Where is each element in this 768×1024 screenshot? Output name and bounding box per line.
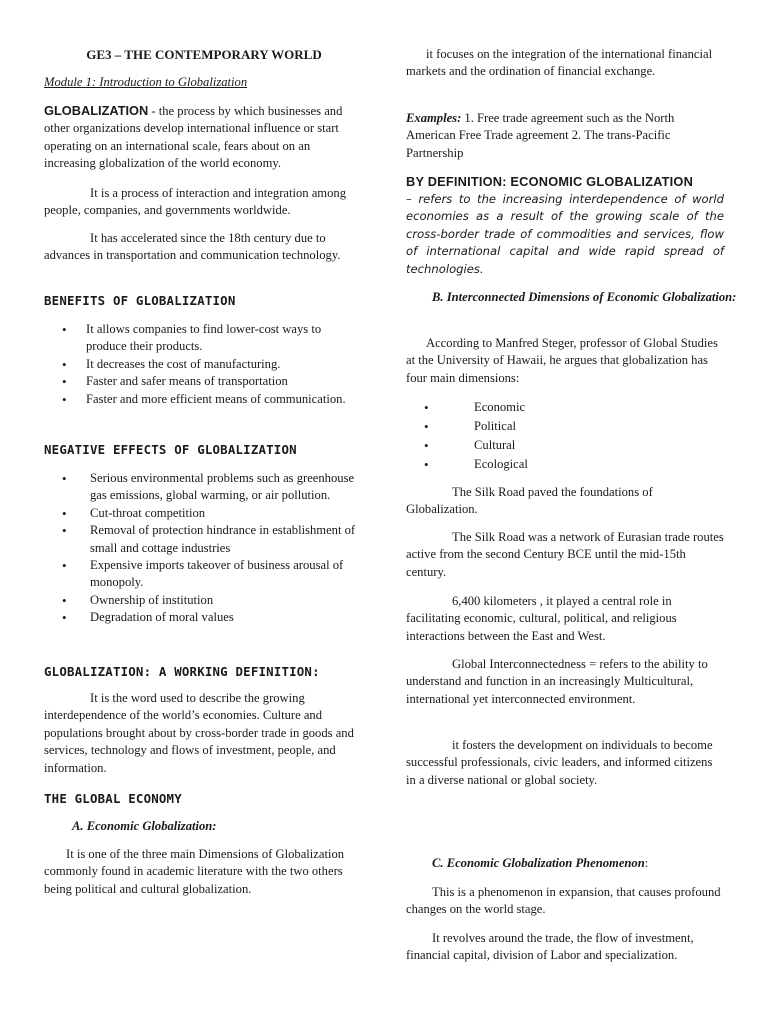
negative-effects-list xyxy=(44,470,356,627)
dimensions-list xyxy=(406,398,706,474)
list-item: • Expensive imports takeover of business arousal of monopoly. xyxy=(44,557,356,592)
subheading-interconnected-dimensions: B. Interconnected Dimensions of Economic Globalization: xyxy=(432,290,737,304)
negative-effects-heading: NEGATIVE EFFECTS OF GLOBALIZATION xyxy=(44,442,297,457)
globalization-term: GLOBALIZATION xyxy=(44,103,149,118)
subheading-phenomenon xyxy=(432,855,648,872)
list-item: • Serious environmental problems such as greenhouse gas emissions, global warming, or air pollution. xyxy=(44,470,356,505)
silk-road-paragraph-1: The Silk Road paved the foundations of Globalization. xyxy=(406,485,653,517)
globalization-definition xyxy=(44,102,364,173)
subheading-phenomenon-colon: : xyxy=(644,856,649,870)
silk-road-paragraph-2: The Silk Road was a network of Eurasian trade routes active from the second Century BCE until the mid-15th century. xyxy=(406,530,724,579)
by-definition-text: – refers to the increasing interdependence of world economies as a result of the growing scale of the cross-border trade of commodities and services, flow of international capital and wide rapid spread of technologies. xyxy=(406,192,724,276)
list-item: • It allows companies to find lower-cost ways to produce their products. xyxy=(44,321,354,356)
economic-globalization-paragraph: It is one of the three main Dimensions of Globalization commonly found in academic literature with the two others being political and cultural globalization. xyxy=(44,847,345,896)
paragraph-process: It is a process of interaction and integration among people, companies, and governments worldwide. xyxy=(44,186,346,218)
revolves-paragraph: It revolves around the trade, the flow of investment, financial capital, division of Labor and specialization. xyxy=(406,931,694,963)
global-interconnectedness-paragraph: Global Interconnectedness = refers to the ability to understand and function in an increasingly Multicultural, international yet interconnected environment. xyxy=(406,657,708,706)
subheading-economic-globalization: A. Economic Globalization: xyxy=(72,819,217,833)
module-title: Module 1: Introduction to Globalization xyxy=(44,75,248,89)
silk-road-paragraph-3: 6,400 kilometers , it played a central role in facilitating economic, cultural, political, and religious interactions between the East and West. xyxy=(406,594,677,643)
list-item: • It decreases the cost of manufacturing. xyxy=(44,356,354,373)
list-item: • Political xyxy=(406,417,706,436)
globalization-definition-text: - the process by which businesses and other organizations develop international influence or start operating on an international scale, fears about on an increasing globalization of the world economy. xyxy=(44,104,343,171)
global-economy-heading: THE GLOBAL ECONOMY xyxy=(44,791,182,806)
list-item: • Economic xyxy=(406,398,706,417)
by-definition-heading: BY DEFINITION: ECONOMIC GLOBALIZATION xyxy=(406,174,694,189)
examples-paragraph xyxy=(406,110,724,162)
document-title: GE3 – THE CONTEMPORARY WORLD xyxy=(86,47,322,62)
fosters-paragraph: it fosters the development on individuals to become successful professionals, civic leaders, and informed citizens in a diverse national or global society. xyxy=(406,738,713,787)
list-item: • Degradation of moral values xyxy=(44,609,356,626)
paragraph-accelerated: It has accelerated since the 18th century due to advances in transportation and communication technology. xyxy=(44,231,341,263)
examples-label: Examples: xyxy=(406,111,462,125)
integration-paragraph: it focuses on the integration of the international financial markets and the ordination of financial exchange. xyxy=(406,47,713,79)
list-item: • Cultural xyxy=(406,436,706,455)
list-item: • Ecological xyxy=(406,455,706,474)
phenomenon-paragraph: This is a phenomenon in expansion, that causes profound changes on the world stage. xyxy=(406,885,721,917)
list-item: • Ownership of institution xyxy=(44,592,356,609)
list-item: • Cut-throat competition xyxy=(44,505,356,522)
benefits-heading: BENEFITS OF GLOBALIZATION xyxy=(44,293,236,308)
working-definition-paragraph: It is the word used to describe the growing interdependence of the world’s economies. Culture and populations brought about by cross-border trade in goods and services, technology and flows of investment, people, and information. xyxy=(44,691,354,775)
list-item: • Faster and safer means of transportation xyxy=(44,373,354,390)
steger-paragraph: According to Manfred Steger, professor of Global Studies at the University of Hawaii, he argues that globalization has four main dimensions: xyxy=(406,336,718,385)
list-item: • Faster and more efficient means of communication. xyxy=(44,391,354,408)
subheading-phenomenon-text: C. Economic Globalization Phenomenon xyxy=(432,856,645,870)
benefits-list xyxy=(44,321,354,408)
working-definition-heading: GLOBALIZATION: A WORKING DEFINITION: xyxy=(44,664,320,679)
examples-text: 1. Free trade agreement such as the North American Free Trade agreement 2. The trans-Pacific Partnership xyxy=(406,111,675,160)
list-item: • Removal of protection hindrance in establishment of small and cottage industries xyxy=(44,522,356,557)
